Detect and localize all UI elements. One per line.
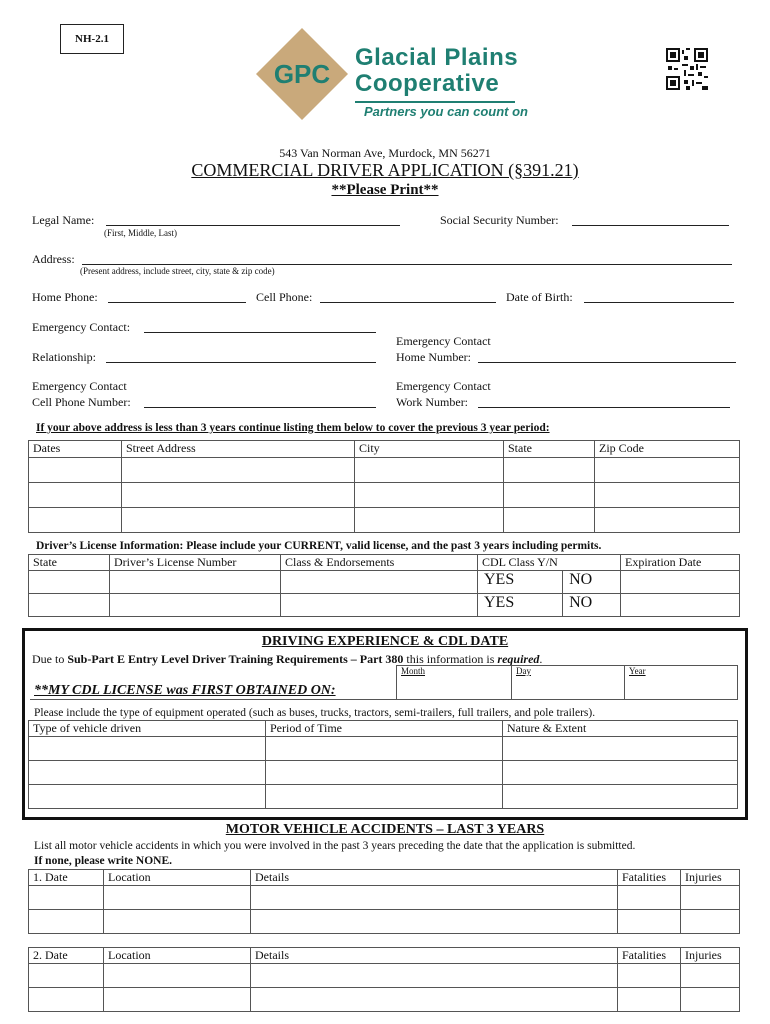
col-header-date: 1. Date — [29, 870, 104, 886]
col-header-license-number: Driver’s License Number — [110, 555, 281, 571]
col-header-details: Details — [251, 948, 618, 964]
company-tagline: Partners you can count on — [364, 104, 528, 119]
col-header-details: Details — [251, 870, 618, 886]
due-to-text: Due to Sub-Part E Entry Level Driver Training Requirements – Part 380 this information is required. — [32, 652, 543, 666]
ec-home-label-1: Emergency Contact — [396, 334, 491, 348]
col-header-street: Street Address — [122, 441, 355, 458]
cdl-no-option[interactable]: NO — [563, 594, 621, 617]
ssn-field[interactable] — [572, 225, 729, 226]
qr-code-icon — [666, 48, 708, 90]
col-header-cdl: CDL Class Y/N — [478, 555, 621, 571]
table-row[interactable] — [29, 483, 740, 508]
company-name-line2: Cooperative — [355, 70, 500, 97]
company-address: 543 Van Norman Ave, Murdock, MN 56271 — [279, 146, 491, 160]
col-header-fatalities: Fatalities — [618, 948, 681, 964]
col-header-nature: Nature & Extent — [503, 721, 738, 737]
first-obtained-cell — [30, 666, 397, 700]
col-header-vehicle-type: Type of vehicle driven — [29, 721, 266, 737]
driving-experience-heading: DRIVING EXPERIENCE & CDL DATE — [261, 634, 509, 649]
prev-address-table — [28, 440, 740, 533]
col-header-city: City — [355, 441, 504, 458]
emergency-contact-field[interactable] — [144, 332, 376, 333]
month-field[interactable]: Month — [397, 666, 512, 700]
cdl-yes-option[interactable]: YES — [478, 571, 563, 594]
ec-home-label-2: Home Number: — [396, 350, 471, 364]
emergency-contact-label: Emergency Contact: — [32, 320, 131, 334]
first-obtained-label: **MY CDL LICENSE was FIRST OBTAINED ON: — [34, 683, 336, 698]
accident-table-1 — [28, 869, 740, 934]
table-row[interactable] — [29, 737, 738, 761]
accidents-heading: MOTOR VEHICLE ACCIDENTS – LAST 3 YEARS — [225, 822, 545, 837]
accidents-none-note: If none, please write NONE. — [34, 855, 172, 867]
ec-cell-number-field[interactable] — [144, 407, 376, 408]
logo-diamond-icon — [254, 26, 350, 122]
table-row[interactable] — [29, 761, 738, 785]
home-phone-field[interactable] — [108, 302, 246, 303]
col-header-state: State — [504, 441, 595, 458]
col-header-expiration: Expiration Date — [621, 555, 740, 571]
company-name-line1: Glacial Plains — [355, 44, 519, 71]
license-instruction: Driver’s License Information: Please include your CURRENT, valid license, and the past 3 years including permits. — [36, 540, 602, 552]
address-field[interactable] — [82, 264, 732, 265]
col-header-class: Class & Endorsements — [281, 555, 478, 571]
cdl-yes-option[interactable]: YES — [478, 594, 563, 617]
table-row[interactable] — [29, 594, 740, 617]
table-row[interactable] — [29, 964, 740, 988]
ec-home-number-field[interactable] — [478, 362, 736, 363]
col-header-zip: Zip Code — [595, 441, 740, 458]
address-hint: (Present address, include street, city, state & zip code) — [80, 266, 275, 276]
cdl-date-table — [30, 665, 738, 700]
form-subtitle: **Please Print** — [331, 182, 439, 198]
col-header-license-state: State — [29, 555, 110, 571]
form-title: COMMERCIAL DRIVER APPLICATION (§391.21) — [191, 160, 579, 180]
dob-label: Date of Birth: — [506, 290, 573, 304]
address-label: Address: — [32, 252, 75, 266]
ssn-label: Social Security Number: — [440, 213, 559, 227]
accident-table-2 — [28, 947, 740, 1012]
ec-cell-label-2: Cell Phone Number: — [32, 395, 131, 409]
cell-phone-field[interactable] — [320, 302, 496, 303]
accidents-instruction: List all motor vehicle accidents in which you were involved in the past 3 years preceding the date that the application is submitted. — [34, 840, 636, 852]
ec-work-number-field[interactable] — [478, 407, 730, 408]
equipment-note: Please include the type of equipment operated (such as buses, trucks, tractors, semi-trailers, full trailers, and pole trailers). — [34, 707, 596, 719]
ec-work-label-1: Emergency Contact — [396, 379, 491, 393]
legal-name-field[interactable] — [106, 225, 400, 226]
col-header-date: 2. Date — [29, 948, 104, 964]
day-field[interactable]: Day — [512, 666, 625, 700]
col-header-dates: Dates — [29, 441, 122, 458]
cell-phone-label: Cell Phone: — [256, 290, 313, 304]
logo-divider — [355, 101, 515, 103]
ec-work-label-2: Work Number: — [396, 395, 469, 409]
form-id-box: NH-2.1 — [60, 24, 124, 54]
table-row[interactable] — [29, 785, 738, 809]
dob-field[interactable] — [584, 302, 734, 303]
company-logo — [252, 24, 528, 124]
col-header-location: Location — [104, 948, 251, 964]
prev-address-instruction: If your above address is less than 3 years continue listing them below to cover the previous 3 year period: — [36, 422, 550, 434]
col-header-injuries: Injuries — [681, 870, 740, 886]
ec-cell-label-1: Emergency Contact — [32, 379, 127, 393]
table-row[interactable] — [29, 458, 740, 483]
col-header-injuries: Injuries — [681, 948, 740, 964]
legal-name-label: Legal Name: — [32, 213, 95, 227]
relationship-label: Relationship: — [32, 350, 96, 364]
relationship-field[interactable] — [106, 362, 376, 363]
year-field[interactable]: Year — [625, 666, 738, 700]
vehicle-experience-table — [28, 720, 738, 809]
table-row[interactable] — [29, 886, 740, 910]
table-row[interactable] — [29, 508, 740, 533]
cdl-no-option[interactable]: NO — [563, 571, 621, 594]
col-header-fatalities: Fatalities — [618, 870, 681, 886]
table-row[interactable] — [29, 571, 740, 594]
table-row[interactable] — [29, 910, 740, 934]
home-phone-label: Home Phone: — [32, 290, 98, 304]
col-header-period: Period of Time — [266, 721, 503, 737]
col-header-location: Location — [104, 870, 251, 886]
logo-initials: GPC — [273, 59, 331, 89]
legal-name-hint: (First, Middle, Last) — [104, 228, 177, 238]
license-table — [28, 554, 740, 617]
table-row[interactable] — [29, 988, 740, 1012]
